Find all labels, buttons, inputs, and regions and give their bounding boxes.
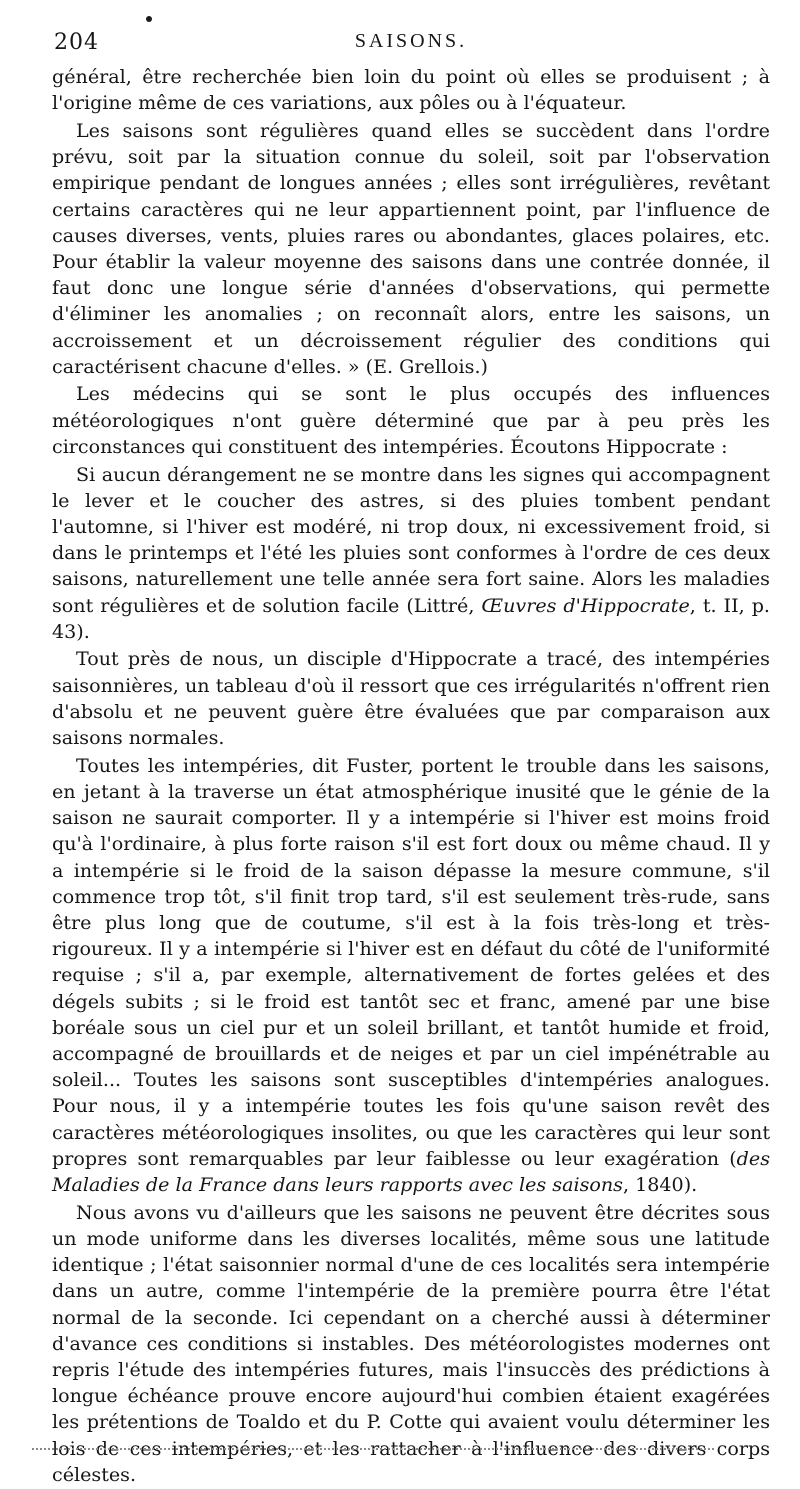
ink-mark xyxy=(146,16,152,22)
page-header xyxy=(46,30,776,58)
paragraph-physicians: Les médecins qui se sont le plus occupés des influences météorologiques n'ont guère déterminé que par à peu près les circonstances qui constituent des intempéries. Écoutons Hippocrate : xyxy=(52,382,770,458)
paragraph-disciple: Tout près de nous, un disciple d'Hippocrate a tracé, des intempéries saisonnières, un tableau d'où il ressort que ces irrégularités n'offrent rien d'absolu et ne peuvent guère être évaluées que par comparaison aux saisons normales. xyxy=(52,647,770,750)
quote-fuster xyxy=(52,753,770,1198)
body-text xyxy=(52,64,770,1489)
quote-fuster-text: Toutes les intempéries, dit Fuster, portent le trouble dans les saisons, en jetant à la traverse un état atmosphérique inusité que le génie de la saison ne saurait comporter. Il y a intempérie si l'hiver est moins froid qu'à l'ordinaire, à plus forte raison s'il est fort doux ou même chaud. Il y a intempérie si le froid de la saison dépasse la mesure commune, s'il commence trop tôt, s'il finit trop tard, s'il est seulement très-rude, sans être plus long que de coutume, s'il est à la fois très-long et très-rigoureux. Il y a intempérie si l'hiver est en défaut du côté de l'uniformité requise ; s'il a, par exemple, alternativement de fortes gelées et des dégels subits ; si le froid est tantôt sec et franc, amené par une bise boréale sous un ciel pur et un soleil brillant, et tantôt humide et froid, accompagné de brouillards et de neiges et par un ciel impénétrable au soleil... Toutes les saisons sont susceptibles d'intempéries analogues. Pour nous, il y a intempérie toutes les fois qu'une saison revêt des caractères météorologiques insolites, ou que les caractères qui leur sont propres sont remarquables par leur faiblesse ou leur exagération ( xyxy=(52,753,770,1170)
footer-dotted-rule xyxy=(32,1448,714,1450)
quote-hippocrates xyxy=(52,462,770,645)
work-title-maladies: des Maladies de la France dans leurs rapports avec les saisons xyxy=(52,1146,770,1197)
quote-fuster-reference: , 1840). xyxy=(622,1173,698,1197)
paragraph-continued: général, être recherchée bien loin du point où elles se produisent ; à l'origine même de ces variations, aux pôles ou à l'équateur. xyxy=(52,65,770,115)
quote-hippocrates-text: Si aucun dérangement ne se montre dans les signes qui accompagnent le lever et le coucher des astres, si des pluies tombent pendant l'automne, si l'hiver est modéré, ni trop doux, ni excessivement froid, si dans le printemps et l'été les pluies sont conformes à l'ordre de ces deux saisons, naturellement une telle année sera fort saine. Alors les maladies sont régulières et de solution facile (Littré, xyxy=(52,462,770,617)
running-title: SAISONS. xyxy=(354,30,468,52)
paragraph-seasons-regular: Les saisons sont régulières quand elles se succèdent dans l'ordre prévu, soit par la situation connue du soleil, soit par l'observation empirique pendant de longues années ; elles sont irrégulières, revêtant certains caractères qui ne leur appartiennent point, par l'influence de causes diverses, vents, pluies rares ou abondantes, glaces polaires, etc. Pour établir la valeur moyenne des saisons dans une contrée donnée, il faut donc une longue série d'années d'observations, qui permette d'éliminer les anomalies ; on reconnaît alors, entre les saisons, un accroissement et un décroissement régulier des conditions qui caractérisent chacune d'elles. » (E. Grellois.) xyxy=(52,118,770,378)
work-title-oeuvres: Œuvres d'Hippocrate xyxy=(481,593,690,617)
quote-hippocrates-reference: , t. II, p. 43). xyxy=(52,593,770,643)
page-number: 204 xyxy=(54,30,99,55)
paragraph-meteorologists: Nous avons vu d'ailleurs que les saisons ne peuvent être décrites sous un mode uniforme dans les diverses localités, même sous une latitude identique ; l'état saisonnier normal d'une de ces localités sera intempérie dans un autre, comme l'intempérie de la première pourra être l'état normal de la seconde. Ici cependant on a cherché aussi à déterminer d'avance ces conditions si instables. Des météorologistes modernes ont repris l'étude des intempéries futures, mais l'insuccès des prédictions à longue échéance prouve encore aujourd'hui combien étaient exagérées les prétentions de Toaldo et du P. Cotte qui avaient voulu déterminer les lois de ces intempéries, et les rattacher à l'influence des divers corps célestes. xyxy=(52,1200,770,1486)
